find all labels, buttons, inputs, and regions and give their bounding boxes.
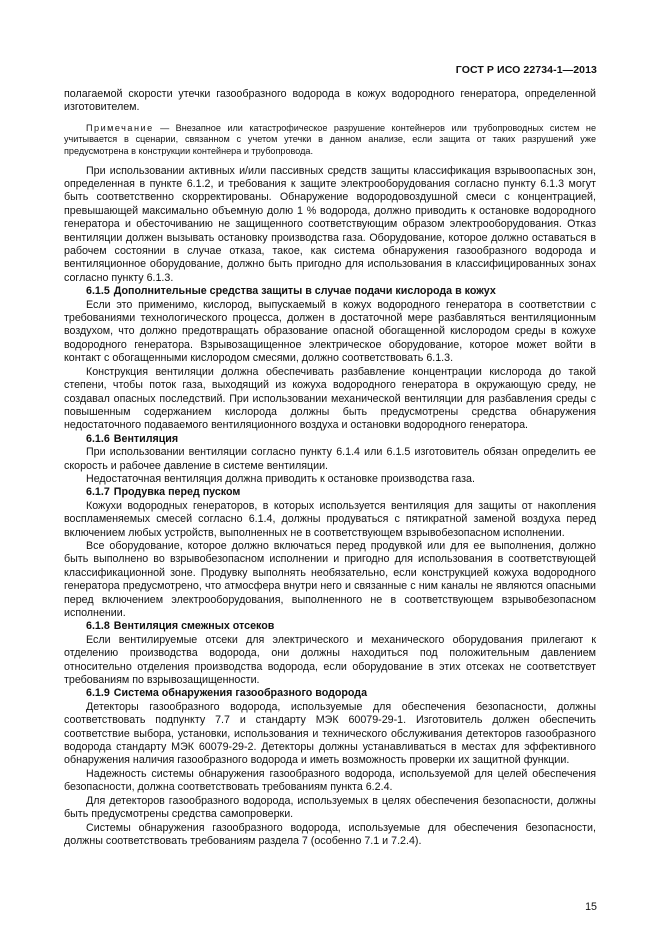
- note-label: Примечание: [86, 122, 154, 133]
- section-title: Система обнаружения газообразного водорода: [113, 687, 368, 700]
- paragraph: Если это применимо, кислород, выпускаемый в кожух водородного генератора в соответствии с требованиями технологического процесса, должен в достаточной мере разбавляться вентиляционным воздухом, что должно предотвращать образование опасной обогащенной кислородом среды в кожухе водородного генератора. Взрывозащищенное электрическое оборудование, которое может войти в контакт с обогащенными кислородом смесями, должно соответствовать 6.1.3.: [64, 298, 596, 365]
- note: [64, 123, 596, 158]
- section-title: Вентиляция: [113, 432, 179, 445]
- paragraph: Если вентилируемые отсеки для электрического и механического оборудования прилегают к отделению производства водорода, они должны находиться под положительным давлением относительно отделения производства водорода, если оборудование в этих отсеках не соответствует требованиям по взрывозащищенности.: [64, 633, 596, 687]
- paragraph: Системы обнаружения газообразного водорода, используемые для обеспечения безопасности, должны соответствовать требованиям раздела 7 (особенно 7.1 и 7.2.4).: [64, 821, 596, 847]
- paragraph: Все оборудование, которое должно включаться перед продувкой или для ее выполнения, должно быть выполнено во взрывобезопасном исполнении и пригодно для использования в соответствующей классификационной зоне. Продувку выполнять необязательно, если конструкцией кожуха водородного генератора предусмотрено, что атмосфера внутри него и связанные с ним каналы не являются опасными перед включением электрооборудования, выполненного не в соответствующем взрывобезопасном исполнении.: [64, 539, 596, 619]
- section-number: 6.1.6: [86, 432, 110, 445]
- note-text: — Внезапное или катастрофическое разрушение контейнеров или трубопроводных систем не учитывается в сценарии, связанном с учетом утечки в данном анализе, если защита от таких разрушений уже предусмотрена в конструкции контейнера и трубопровода.: [64, 122, 596, 156]
- section-heading-6-1-5: [64, 285, 596, 298]
- paragraph: Надежность системы обнаружения газообразного водорода, используемой для целей обеспечения безопасности, должна соответствовать требованиям пункта 6.2.4.: [64, 767, 596, 794]
- intro-continuation: полагаемой скорости утечки газообразного водорода в кожух водородного генератора, определенной изготовителем.: [64, 88, 596, 114]
- paragraph: Конструкция вентиляции должна обеспечивать разбавление концентрации кислорода до такой степени, чтобы поток газа, выходящий из кожуха водородного генератора в окружающую среду, не создавал опасных последствий. При использовании механической вентиляции для разбавления среды с повышенным содержанием кислорода должны быть предусмотрены средства обнаружения недостаточного подаваемого вентиляционного воздуха и остановки водородного генератора.: [64, 365, 596, 432]
- section-number: 6.1.5: [86, 285, 110, 298]
- section-heading-6-1-6: [64, 433, 596, 446]
- section-number: 6.1.9: [86, 687, 110, 700]
- section-title: Вентиляция смежных отсеков: [113, 620, 275, 633]
- document-code: ГОСТ Р ИСО 22734-1—2013: [455, 64, 597, 76]
- section-number: 6.1.7: [86, 486, 110, 499]
- section-heading-6-1-9: [64, 687, 596, 700]
- page-content: [64, 88, 596, 848]
- intro-paragraph: При использовании активных и/или пассивных средств защиты классификация взрывоопасных зон, определенная в пункте 6.1.2, и требования к защите электрооборудования согласно пункту 6.1.3 могут быть соответственно скорректированы. Обнаружение водородовоздушной смеси с концентрацией, превышающей максимально объемную долю 1 % водорода, должно приводить к остановке водородного генератора и обесточиванию не защищенного соответствующим образом электрооборудования. Отказ вентиляции должен вызывать остановку производства газа. Оборудование, которое должно оставаться в рабочем состоянии в случае отказа, такое, как система обнаружения газообразного водорода и вентиляционное оборудование, должно быть пригодно для использования в классифицированных зонах согласно пункту 6.1.3.: [64, 164, 596, 284]
- section-number: 6.1.8: [86, 620, 110, 633]
- paragraph: Детекторы газообразного водорода, используемые для обеспечения безопасности, должны соответствовать подпункту 7.7 и стандарту МЭК 60079-29-1. Изготовитель должен обеспечить соответствие выбора, установки, использования и технического обслуживания детекторов газообразного водорода стандарту МЭК 60079-29-2. Детекторы должны устанавливаться в местах для эффективного обнаружения наличия газообразного водорода и иметь возможность проверки их защитной функции.: [64, 700, 596, 767]
- section-title: Дополнительные средства защиты в случае подачи кислорода в кожух: [113, 285, 496, 298]
- paragraph: Кожухи водородных генераторов, в которых используется вентиляция для защиты от накопления воспламеняемых смесей согласно 6.1.4, должны продуваться с пятикратной заменой воздуха перед включением любых устройств, выполненных не в соответствующем взрывобезопасном исполнении.: [64, 499, 596, 539]
- page-number: 15: [585, 901, 597, 913]
- section-title: Продувка перед пуском: [113, 486, 241, 499]
- paragraph: При использовании вентиляции согласно пункту 6.1.4 или 6.1.5 изготовитель обязан определить ее скорость и рабочее давление в системе вентиляции.: [64, 446, 596, 472]
- paragraph: Недостаточная вентиляция должна приводить к остановке производства газа.: [86, 472, 475, 485]
- section-heading-6-1-8: [64, 620, 596, 633]
- paragraph: Для детекторов газообразного водорода, используемых в целях обеспечения безопасности, должны быть предусмотрены средства самопроверки.: [64, 794, 596, 821]
- section-heading-6-1-7: [64, 486, 596, 499]
